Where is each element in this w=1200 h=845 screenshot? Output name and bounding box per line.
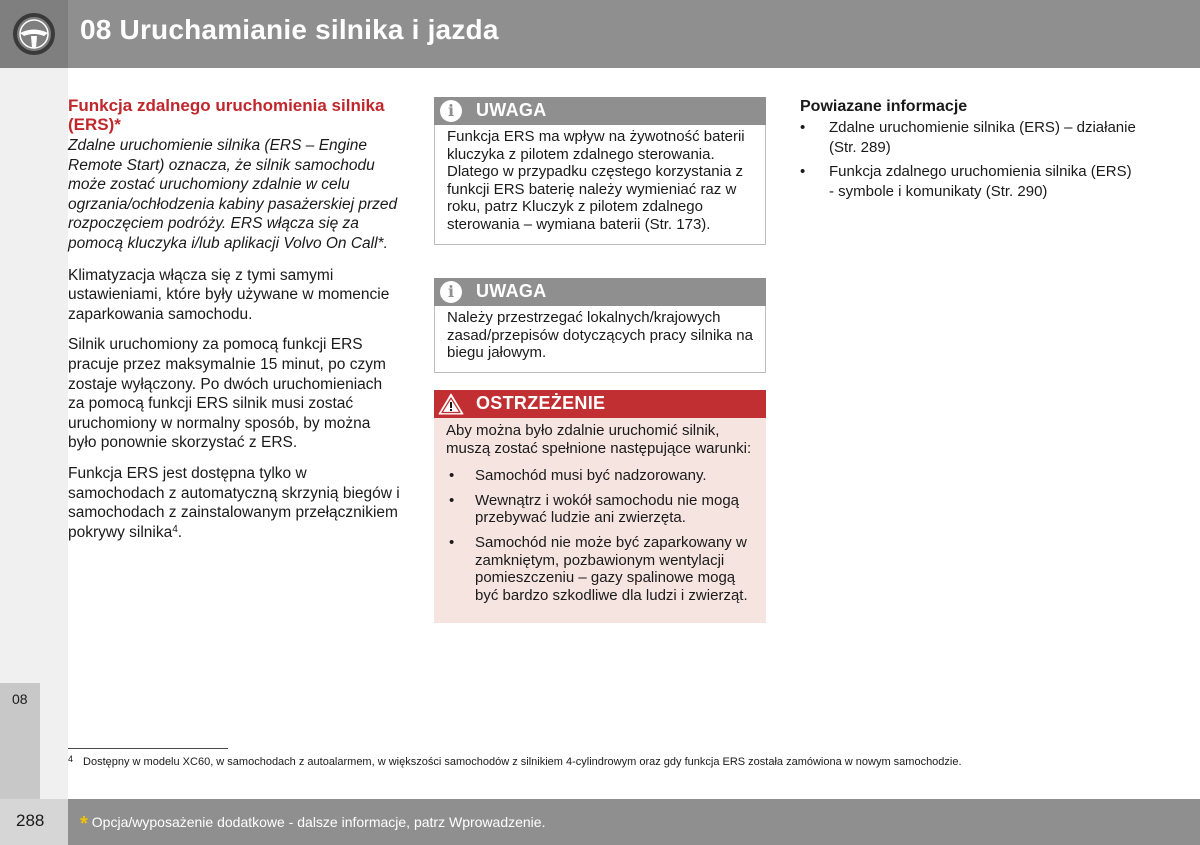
list-item-text: Wewnątrz i wokół samochodu nie mogą przebywać ludzie ani zwierzęta. — [475, 491, 740, 527]
bullet: • — [449, 533, 455, 551]
warning-body — [434, 418, 766, 623]
bullet: • — [800, 119, 806, 136]
info-icon: i — [440, 281, 462, 303]
body-paragraph-3-text: Funkcja ERS jest dostępna tylko w samochodach z automatyczną skrzynią biegów i samochodach z zainstalowanym przełącznikiem pokrywy silnika — [68, 464, 400, 541]
warning-intro: Aby można było zdalnie uruchomić silnik, muszą zostać spełnione następujące warunki: — [446, 422, 752, 457]
chapter-tab-label: 08 — [12, 691, 28, 707]
footer-note-text: Opcja/wyposażenie dodatkowe - dalsze informacje, patrz Wprowadzenie. — [91, 814, 546, 830]
body-paragraph-1: Klimatyzacja włącza się z tymi samymi ustawieniami, które były używane w momencie zaparkowania samochodu. — [68, 266, 390, 323]
related-link-item[interactable] — [800, 162, 1140, 201]
related-link-text[interactable]: Funkcja zdalnego uruchomienia silnika (ERS) - symbole i komunikaty (Str. 290) — [829, 163, 1132, 200]
footnote-rule — [68, 748, 228, 749]
note-header-2 — [434, 278, 766, 306]
note-body-2: Należy przestrzegać lokalnych/krajowych zasad/przepisów dotyczących pracy silnika na biegu jałowym. — [434, 306, 766, 373]
related-link-item[interactable] — [800, 118, 1140, 157]
page-number: 288 — [16, 811, 45, 830]
section-title: Funkcja zdalnego uruchomienia silnika (ERS)* — [68, 96, 385, 134]
steering-wheel-icon — [12, 12, 56, 56]
header-icon-tab — [0, 0, 68, 68]
warning-label: OSTRZEŻENIE — [476, 393, 606, 413]
body-paragraph-3-end: . — [177, 523, 183, 541]
list-item — [446, 492, 754, 527]
info-icon: i — [440, 100, 462, 122]
note-header-1 — [434, 97, 766, 125]
warning-triangle-icon — [438, 392, 464, 416]
note-body-1: Funkcja ERS ma wpływ na żywotność baterii kluczyka z pilotem zdalnego sterowania. Dlatego w przypadku częstego korzystania z funkcji ERS baterię należy wymieniać raz w roku, patrz Kluczyk z pilotem zdalnego sterowania – wymiana baterii (Str. 173). — [434, 125, 766, 245]
page-footer — [0, 799, 1200, 845]
main-column — [68, 96, 402, 553]
footer-note — [80, 813, 545, 836]
page-header — [0, 0, 1200, 68]
list-item — [446, 534, 754, 604]
intro-paragraph: Zdalne uruchomienie silnika (ERS – Engine Remote Start) oznacza, że silnik samochodu może zostać uruchomiony zdalnie w celu ogrzania/ochłodzenia kabiny pasażerskiej przed rozpoczęciem podróży. ERS włącza się za pomocą kluczyka i/lub aplikacji Volvo On Call*. — [68, 137, 398, 252]
list-item-text: Samochód musi być nadzorowany. — [475, 467, 707, 485]
list-item-text: Samochód nie może być zaparkowany w zamkniętym, pozbawionym wentylacji pomieszczeniu – gazy spalinowe mogą być bardzo szkodliwe dla ludzi i zwierząt. — [475, 533, 748, 604]
warning-box — [434, 390, 766, 623]
page-number-tab — [0, 799, 68, 845]
footnote-ref[interactable]: 4 — [172, 523, 178, 535]
related-link-text[interactable]: Zdalne uruchomienie silnika (ERS) – działanie (Str. 289) — [829, 119, 1136, 156]
related-list — [800, 118, 1140, 201]
note-box-2 — [434, 278, 766, 373]
body-paragraph-2: Silnik uruchomiony za pomocą funkcji ERS pracuje przez maksymalnie 15 minut, po czym zostaje wyłączony. Po dwóch uruchomieniach za pomocą funkcji ERS silnik musi zostać uruchomiony w normalny sposób, by można było ponownie skorzystać z ERS. — [68, 336, 386, 452]
bullet: • — [449, 491, 455, 509]
related-title: Powiazane informacje — [800, 98, 968, 115]
star-icon: * — [80, 813, 88, 835]
chapter-tab — [0, 683, 40, 799]
warning-header — [434, 390, 766, 418]
body-paragraph-3 — [68, 464, 402, 542]
note-label-2: UWAGA — [476, 281, 547, 301]
footnote-text: Dostępny w modelu XC60, w samochodach z autoalarmem, w większości samochodów z silnikiem 4-cylindrowym oraz gdy funkcja ERS została zamówiona w nowym samochodzie. — [83, 756, 962, 768]
list-item — [446, 467, 754, 485]
warning-list — [446, 467, 754, 604]
note-label-1: UWAGA — [476, 100, 547, 120]
bullet: • — [449, 467, 455, 485]
related-info-column — [800, 98, 1140, 206]
footnote — [68, 754, 962, 768]
note-box-1 — [434, 97, 766, 245]
chapter-title: 08 Uruchamianie silnika i jazda — [80, 14, 499, 45]
footnote-number: 4 — [68, 754, 74, 764]
bullet: • — [800, 163, 806, 180]
